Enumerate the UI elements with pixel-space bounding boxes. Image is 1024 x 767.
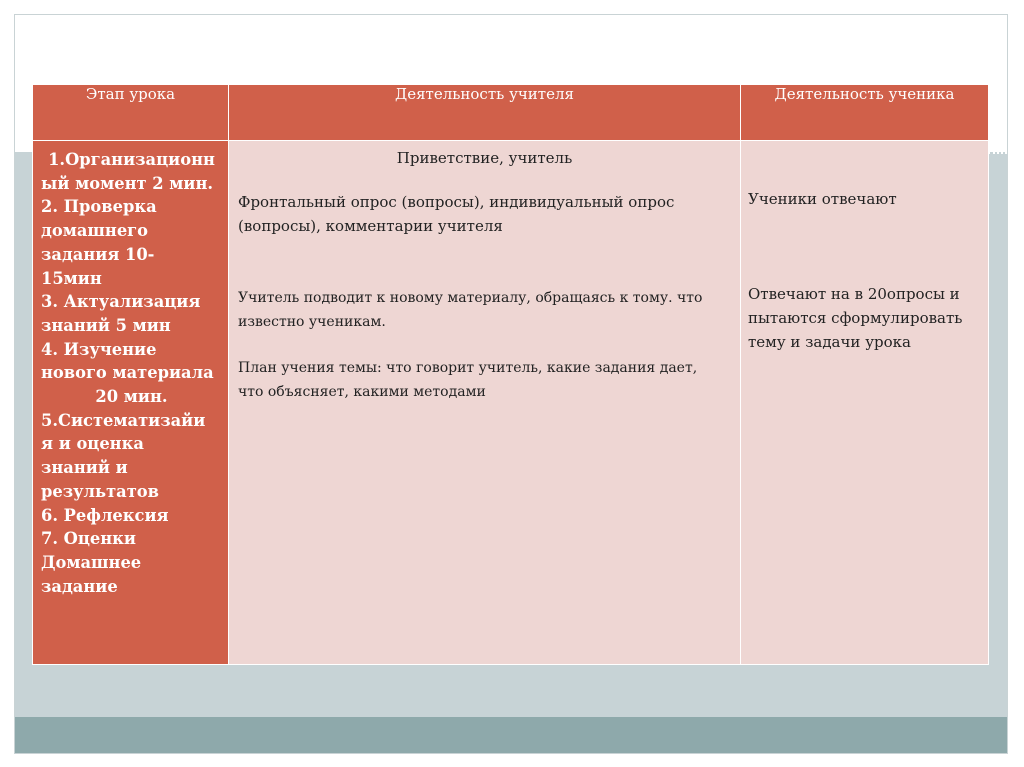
teacher-frontal-line: Фронтальный опрос (вопросы), индивидуальный опрос [238,193,675,211]
stage-line: Домашнее [41,552,142,572]
stage-line: 1.Организационн [48,150,215,169]
teacher-activity-cell [229,141,741,665]
stage-line: знаний 5 мин [41,315,171,335]
stages-list [33,141,228,598]
stages-cell [33,141,229,665]
stage-line: 6. Рефлексия [41,505,169,525]
stage-line: нового материала [41,363,214,383]
teacher-lead-line: известно ученикам. [238,314,386,330]
student-activity-cell [741,141,989,665]
teacher-frontal-line: (вопросы), комментарии учителя [238,217,503,235]
stage-line: 3. Актуализация [41,292,201,312]
background-band-dark [15,717,1007,753]
stage-line: ый момент 2 мин. [41,173,214,193]
lesson-plan-table [32,84,989,665]
teacher-plan-line: что объясняет, какими методами [238,384,486,400]
stage-line: 4. Изучение [41,339,157,359]
stage-line: 20 мин. [95,387,168,407]
table-row [33,141,989,665]
student-reply-line: тему и задачи урока [748,333,911,351]
student-reply-line: Отвечают на в 20опросы и [748,285,960,303]
table-header-row [33,85,989,141]
stage-line: 5.Систематизайи [41,410,206,430]
stage-line: задания 10- [41,244,155,264]
stage-line: результатов [41,481,159,501]
teacher-lead-line: Учитель подводит к новому материалу, обращаясь к тому. что [238,290,703,306]
teacher-greeting: Приветствие, учитель [396,149,573,167]
stage-line: я и оценка [41,434,144,454]
stage-line: 7. Оценки [41,529,136,549]
header-student-activity: Деятельность ученика [741,85,989,141]
header-stage: Этап урока [33,85,229,141]
header-teacher-activity: Деятельность учителя [229,85,741,141]
stage-line: задание [41,576,118,596]
stage-line: 15мин [41,268,102,288]
dotted-divider [988,152,1007,154]
teacher-plan-line: План учения темы: что говорит учитель, какие задания дает, [238,360,698,376]
student-answers: Ученики отвечают [748,190,897,208]
stage-line: 2. Проверка [41,197,157,217]
student-reply-line: пытаются сформулировать [748,309,963,327]
stage-line: знаний и [41,458,128,478]
stage-line: домашнего [41,221,149,241]
